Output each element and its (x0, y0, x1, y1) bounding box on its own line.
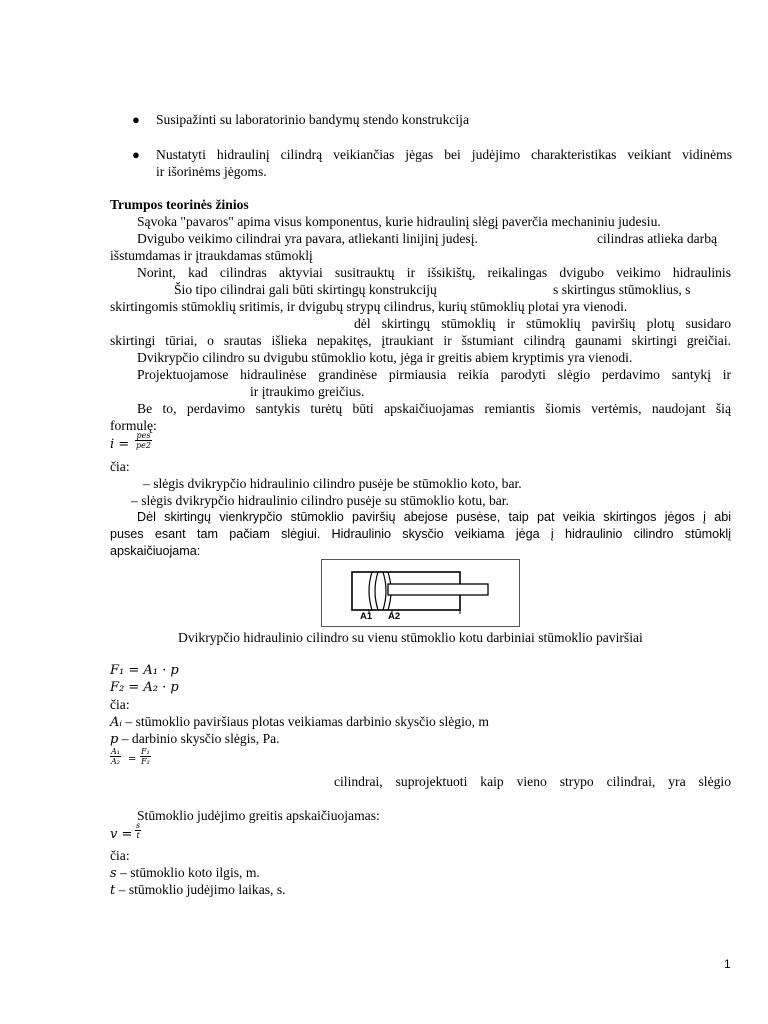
label-a1: A1 (360, 611, 373, 622)
definition-text: – stūmoklio judėjimo laikas, s. (115, 882, 286, 897)
symbol-s: s (110, 866, 117, 881)
paragraph-line: išstumdamas ir įtraukdamas stūmoklį (110, 248, 313, 263)
fraction-denominator: t (136, 831, 140, 840)
where-label: čia: (110, 848, 130, 863)
paragraph-line: apskaičiuojama: (110, 544, 201, 558)
speed-intro: Stūmoklio judėjimo greitis apskaičiuojamas: (137, 808, 380, 823)
formula-v-fraction (135, 821, 141, 840)
fraction-denominator: pe2 (136, 441, 151, 450)
ratio-fraction-right (140, 747, 151, 766)
fraction-numerator: F₁ (141, 747, 150, 756)
bullet-item-2: Nustatyti hidraulinį cilindrą veikiančias jėgas bei judėjimo charakteristikas veikiant vidinėms (156, 147, 732, 162)
paragraph-line: Sąvoka "pavaros" apima visus komponentus, kurie hidraulinį slėgį paverčia mechaniniu judesiu. (137, 214, 661, 229)
section-title: Trumpos teorinės žinios (110, 197, 249, 212)
definition-line (110, 864, 260, 882)
where-label: čia: (110, 459, 130, 474)
paragraph-line: skirtingomis stūmoklių sritimis, ir dvigubų strypų cilindrus, kurių stūmoklių plotai yra vienodi. (110, 299, 628, 314)
fraction-denominator: F₂ (141, 757, 150, 766)
symbol-ai: Aᵢ (110, 715, 123, 730)
paragraph-line: dėl skirtingų stūmoklių ir stūmoklių paviršių plotų susidaro (354, 316, 731, 331)
paragraph-line: Dėl skirtingų vienkrypčio stūmoklio paviršių abejose pusėse, taip pat veikia skirtingos jėgos į abi (137, 510, 731, 524)
cylinder-diagram-icon (322, 560, 519, 626)
formula-f1: F₁ = A₁ · p (110, 663, 179, 678)
paragraph-line: formulę: (110, 418, 157, 433)
bullet-icon: ● (132, 112, 140, 127)
ratio-fraction-left (110, 747, 121, 766)
label-a2: A2 (388, 611, 401, 622)
paragraph-line: puses esant tam pačiam slėgiui. Hidraulinio skysčio veikiama jėga į hidraulinio cilindro stūmoklį (110, 527, 731, 541)
symbol-t: t (110, 883, 116, 898)
paragraph-line: Dvigubo veikimo cilindrai yra pavara, atliekanti linijinį judesį. (137, 231, 478, 246)
fraction-numerator: pes (136, 431, 151, 440)
definition-line: – slėgis dvikrypčio hidraulinio cilindro pusėje be stūmoklio koto, bar. (143, 476, 522, 491)
fraction-denominator: A₂ (111, 757, 120, 766)
paragraph-line: Norint, kad cilindras aktyviai susitrauktų ir išsikištų, reikalingas dvigubo veikimo hidraulinis (137, 265, 731, 280)
fraction-numerator: s (136, 821, 141, 830)
formula-lhs: i = (110, 437, 130, 452)
equals-sign: = (128, 754, 137, 765)
definition-line (110, 730, 280, 748)
paragraph-line: cilindras atlieka darbą (597, 231, 718, 246)
definition-line: – slėgis dvikrypčio hidraulinio cilindro pusėje su stūmoklio kotu, bar. (131, 493, 509, 508)
paragraph-line: ir įtraukimo greičius. (250, 384, 365, 399)
formula-fraction (135, 431, 152, 450)
paragraph-line: Dvikrypčio cilindro su dvigubu stūmoklio kotu, jėga ir greitis abiem kryptimis yra vienodi. (137, 350, 633, 365)
paragraph-line: cilindrai, suprojektuoti kaip vieno strypo cilindrai, yra slėgio (334, 774, 731, 789)
bullet-item-2-cont: ir išorinėms jėgoms. (156, 164, 267, 179)
formula-v-lhs: v = (110, 827, 133, 842)
paragraph-line: skirtingi tūriai, o srautas išlieka nepakitęs, įtraukiant ir šstumiant cilindrą gaunami skirtingi greičiai. (110, 333, 731, 348)
definition-text: – darbinio skysčio slėgis, Pa. (118, 731, 280, 746)
paragraph-line: Šio tipo cilindrai gali būti skirtingų konstrukcijų (174, 282, 437, 297)
formula-f2: F₂ = A₂ · p (110, 680, 179, 695)
where-label: čia: (110, 697, 130, 712)
bullet-item-1: Susipažinti su laboratorinio bandymų stendo konstrukcija (156, 112, 469, 127)
fraction-numerator: A₁ (111, 747, 120, 756)
definition-text: – stūmoklio paviršiaus plotas veikiamas darbinio skysčio slėgio, m (122, 714, 490, 729)
definition-text: – stūmoklio koto ilgis, m. (116, 865, 260, 880)
cylinder-figure (321, 559, 520, 627)
figure-caption: Dvikrypčio hidraulinio cilindro su vienu stūmoklio kotu darbiniai stūmoklio paviršiai (178, 630, 643, 645)
page-number: 1 (724, 957, 731, 971)
definition-line (110, 881, 286, 899)
paragraph-line: Be to, perdavimo santykis turėtų būti apskaičiuojamas remiantis šiomis vertėmis, naudojant šią (137, 401, 731, 416)
paragraph-line: Projektuojamose hidraulinėse grandinėse pirmiausia reikia parodyti slėgio perdavimo santykį ir (137, 367, 731, 382)
bullet-icon: ● (132, 147, 140, 162)
paragraph-line: s skirtingus stūmoklius, s (553, 282, 691, 297)
symbol-p: p (110, 732, 119, 747)
definition-line (110, 713, 489, 731)
